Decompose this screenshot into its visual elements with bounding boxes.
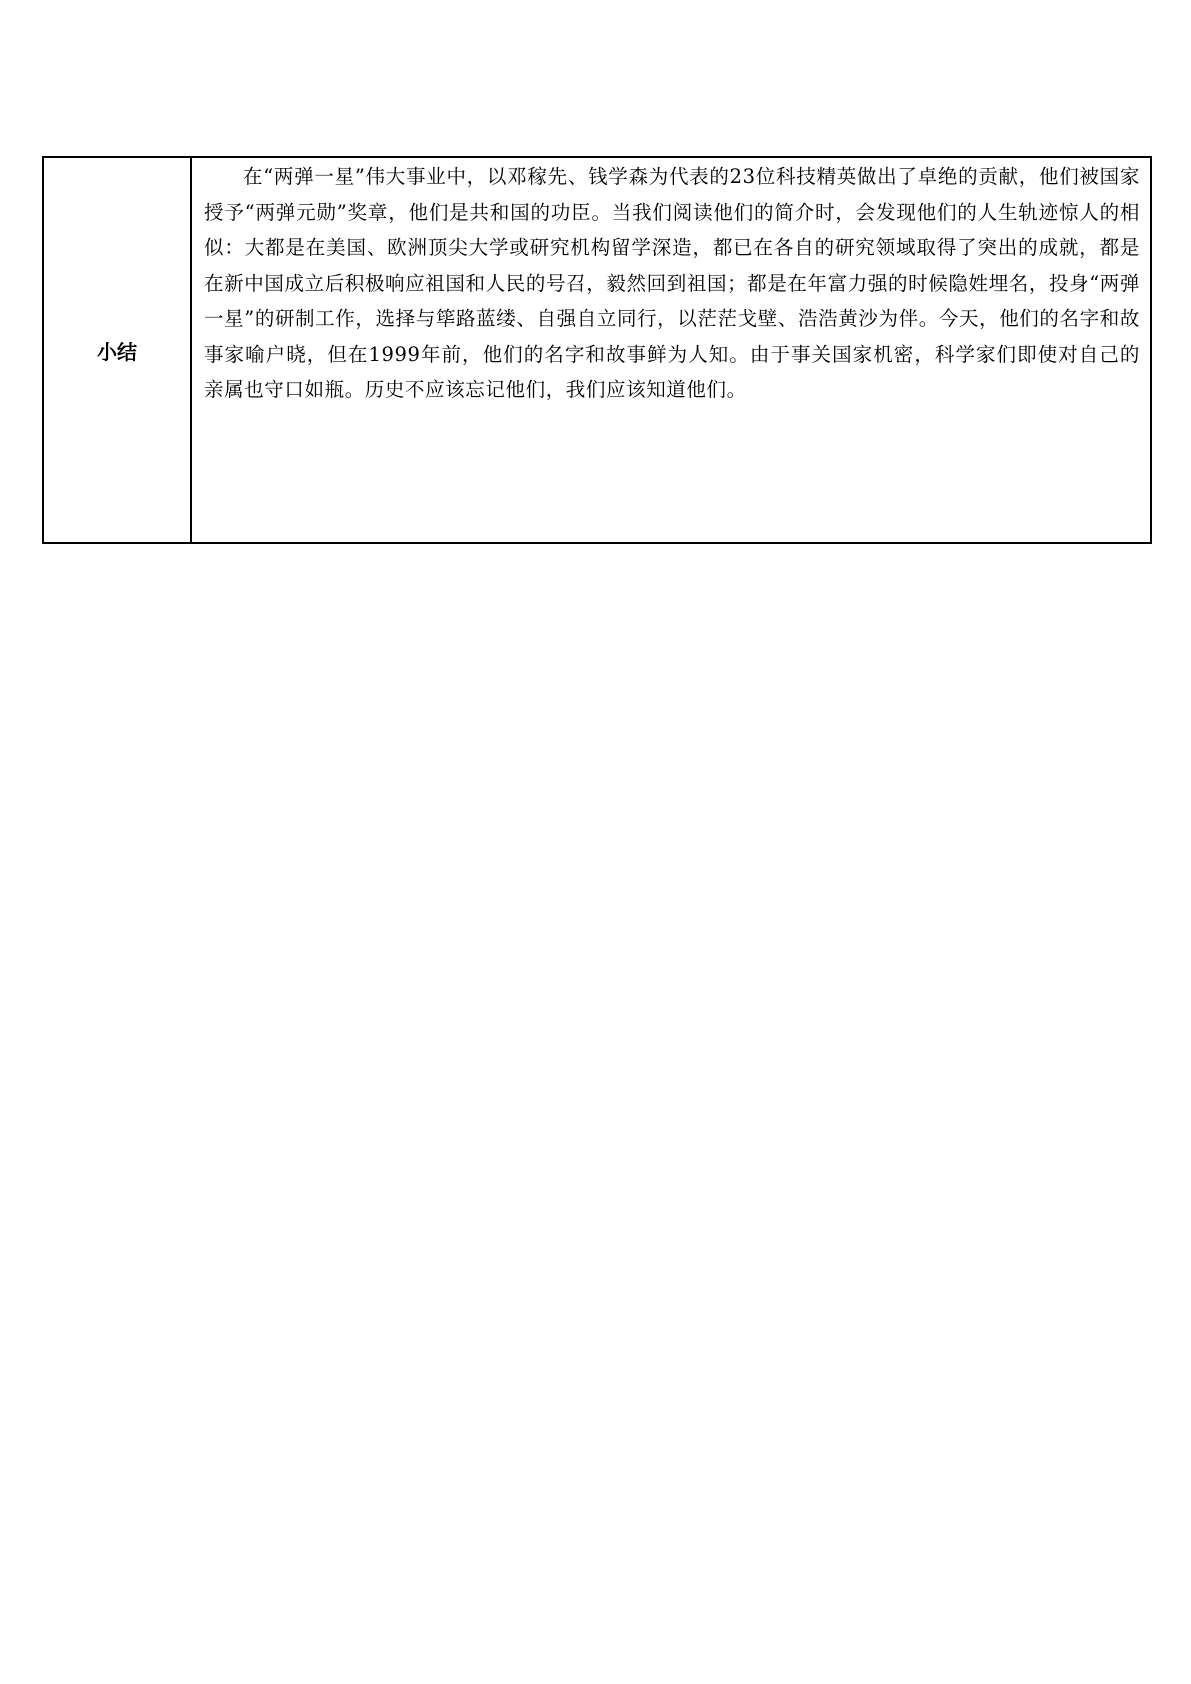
summary-row xyxy=(43,157,1151,543)
summary-content-text: 在“两弹一星”伟大事业中，以邓稼先、钱学森为代表的23位科技精英做出了卓绝的贡献，他们被国家授予“两弹元勋”奖章，他们是共和国的功臣。当我们阅读他们的简介时，会发现他们的人生轨迹惊人的相似：大都是在美国、欧洲顶尖大学或研究机构留学深造，都已在各自的研究领域取得了突出的成就，都是在新中国成立后积极响应祖国和人民的号召，毅然回到祖国；都是在年富力强的时候隐姓埋名，投身“两弹一星”的研制工作，选择与筚路蓝缕、自强自立同行，以茫茫戈壁、浩浩黄沙为伴。今天，他们的名字和故事家喻户晓，但在1999年前，他们的名字和故事鲜为人知。由于事关国家机密，科学家们即使对自己的亲属也守口如瓶。历史不应该忘记他们，我们应该知道他们。 xyxy=(204,165,1140,401)
summary-table xyxy=(42,156,1152,544)
summary-content-cell xyxy=(191,157,1151,543)
summary-label: 小结 xyxy=(43,157,191,543)
